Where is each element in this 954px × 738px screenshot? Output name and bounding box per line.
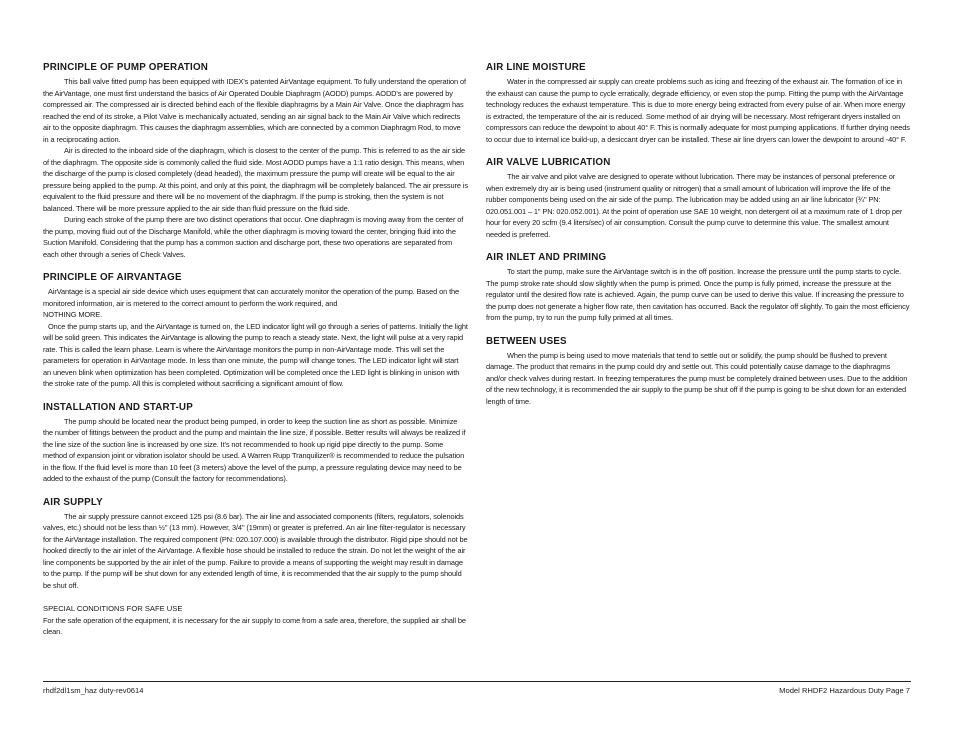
section-heading: AIR VALVE LUBRICATION [486, 157, 611, 168]
section-between-uses [486, 336, 910, 408]
paragraph: The air supply pressure cannot exceed 125 psi (8.6 bar). The air line and associated components (filters, regulators, solenoids valves, etc.) should not be less than ½" (13 mm). However, 3/4" (19mm) or greater is preferred. An air line filter-regulator is necessary for the AirVantage installation. The required component (PN: 020.107.000) is available through the distributor. Rigid pipe should not be hooked directly to the air inlet of the AirVantage. A flexible hose should be installed to reduce the strain. Do not let the weight of the air line components be supported by the air inlet of the pump. Failure to provide a means of supporting the weight may result in damage to the pump. If the pump will be shut down for any extended length of time, it is recommended that the air supply to the pump should be shut off. [43, 511, 468, 590]
paragraph: Air is directed to the inboard side of the diaphragm, which is closest to the center of the pump. This is referred to as the air side of the diaphragm. The opposite side is commonly called the fluid side. Most AODD pumps have a 1:1 ratio design. This means, when the discharge of the pump is closed completely (dead headed), the maximum pressure the pump will create will be equal to the air pressure being applied to the pump. At this point, and only at this point, the diaphragm will be completely balanced. The air pressure is equivalent to the fluid pressure and there will be no movement of the diaphragm. If the pump is stroking, then the system is not balanced. There will be more pressure applied to the air side than fluid pressure on the fluid side. [43, 146, 468, 213]
section-air-line-moisture [486, 62, 910, 145]
section-heading: AIR INLET AND PRIMING [486, 252, 607, 263]
paragraph: Once the pump starts up, and the AirVantage is turned on, the LED indicator light will go through a series of patterns. Initially the light will be solid green. This indicates the AirVantage is allowing the pump to reach a steady state. Next, the light will pulse at a very rapid rate. This is called the learn phase. Learn is where the AirVantage monitors the pump in non-AirVantage mode. This will set the parameters for operation in AirVantage mode. In less than one minute, the pump will change tones. The LED indicator light will start an uneven blink when optimization has been completed. Optimization will be completed once the LED light is blinking in unison with the stroke rate of the pump. All this is completed without sacrificing a significant amount of flow. [43, 321, 468, 388]
section-air-valve-lubrication [486, 157, 910, 240]
paragraph: Water in the compressed air supply can create problems such as icing and freezing of the exhaust air. The formation of ice in the exhaust can cause the pump to cycle erratically, degrade efficiency, or even stop the pump. Fitting the pump with the AirVantage technology reduces the exhaust temperature. This is due to more energy being extracted from every pulse of air. When more energy is extracted, the temperature of the air is reduced. Some method of air drying will be necessary. Most refrigerant dryers installed on compressors can reduce the dewpoint to about 40° F. This is normally adequate for most pumping applications. If further drying needs to occur due to internal ice build-up, a desiccant dryer can be installed. These air line dryers can lower the dewpoint to around -40° F. [486, 77, 910, 144]
paragraph: This ball valve fitted pump has been equipped with IDEX's patented AirVantage equipment. To fully understand the operation of the AirVantage, one must first understand the basics of Air Operated Double Diaphragm (AODD) pumps. AODD's are powered by compressed air. The compressed air is directed behind each of the flexible diaphragms by a Main Air Valve. Once the diaphragm has reached the end of its stroke, a Pilot Valve is mechanically actuated, sending an air signal back to the Main Air Valve which redirects air to the opposite diaphragm. This causes the diaphragm assemblies, which are connected by a common Diaphragm Rod, to move in a reciprocating action. [43, 77, 466, 144]
section-air-inlet-priming [486, 252, 910, 324]
footer-page-label: Model RHDF2 Hazardous Duty Page 7 [779, 686, 910, 695]
paragraph: During each stroke of the pump there are two distinct operations that occur. One diaphragm is moving away from the center of the pump, moving fluid out of the Discharge Manifold, while the other diaphragm is moving toward the center, bringing fluid into the Suction Manifold. Considering that the pump has a common suction and discharge port, these two operations are separated from each other through a series of Check Valves. [43, 215, 464, 259]
section-special-conditions [43, 603, 468, 638]
section-pump-operation [43, 62, 468, 260]
section-installation [43, 402, 468, 485]
paragraph: For the safe operation of the equipment, it is necessary for the air supply to come from a safe area, therefore, the supplied air shall be clean. [43, 615, 466, 636]
right-column [486, 62, 910, 419]
paragraph: The air valve and pilot valve are designed to operate without lubrication. There may be instances of personal preference or when extremely dry air is being used (instrument quality or nitrogen) that a small amount of lubrication will improve the life of the rubber components being used on the air side of the pump. The lubrication may be added using an air line lubricator (¾" PN: 020.051.001 – 1" PN: 020.052.001). At the point of operation use SAE 10 weight, non detergent oil at a maximum rate of 1 drop per hour for every 20 scfm (9.4 liters/sec) of air consumption. Consult the pump curve to determine this value. The smallest amount needed is preferred. [486, 172, 903, 239]
section-heading: SPECIAL CONDITIONS FOR SAFE USE [43, 604, 183, 613]
footer-divider [43, 681, 911, 682]
paragraph: AirVantage is a special air side device which uses equipment that can accurately monitor the operation of the pump. Based on the monitored information, air is metered to the correct amount to perform the work required, and [43, 287, 460, 308]
footer-document-code: rhdf2dl1sm_haz duty-rev0614 [43, 686, 144, 695]
section-air-supply [43, 497, 468, 592]
paragraph: To start the pump, make sure the AirVantage switch is in the off position. Increase the pressure until the pump starts to cycle. The pump stroke rate should slow slightly when the pump is primed. Once the pump is fully primed, increase the pressure at the regulator until the desired flow rate is achieved. Again, the pump curve can be used to derive this value. If increasing the pressure to the pump does not generate a higher flow rate, then cavitation has occurred. Back the regulator off slightly. To gain the most efficiency from the pump, try to run the pump fully primed at all times. [486, 267, 910, 322]
section-heading: PRINCIPLE OF AIRVANTAGE [43, 272, 182, 283]
paragraph-emphasis: NOTHING MORE. [43, 310, 103, 319]
section-heading: INSTALLATION AND START-UP [43, 401, 193, 413]
section-heading: AIR SUPPLY [43, 496, 103, 508]
section-heading: BETWEEN USES [486, 335, 567, 347]
paragraph: The pump should be located near the product being pumped, in order to keep the suction line as short as possible. Minimize the number of fittings between the product and the pump and maintain the line size, if possible. Better results will always be realized if the line size of the suction line is increased by one size. It's not recommended to hook up rigid pipe directly to the pump. Some method of expansion joint or vibration isolator should be used. A Warren Rupp Tranquilizer® is recommended to reduce the pulsation in the flow. If the fluid level is more than 10 feet (3 meters) above the level of the pump, a pressure regulating device may need to be added to the exhaust of the pump (Consult the factory for recommendations). [43, 416, 466, 483]
section-heading: PRINCIPLE OF PUMP OPERATION [43, 62, 209, 73]
paragraph: When the pump is being used to move materials that tend to settle out or solidify, the pump should be flushed to prevent damage. The product that remains in the pump could dry and settle out. This could potentially cause damage to the diaphragms and/or check valves during restart. In freezing temperatures the pump must be completely drained between uses. Due to the addition of the new technology, it is recommended the air supply to the pump be shut off if the pump is going to be shut down for an extended length of time. [486, 350, 908, 406]
section-heading: AIR LINE MOISTURE [486, 62, 586, 73]
left-column [43, 62, 468, 650]
section-airvantage [43, 272, 468, 390]
